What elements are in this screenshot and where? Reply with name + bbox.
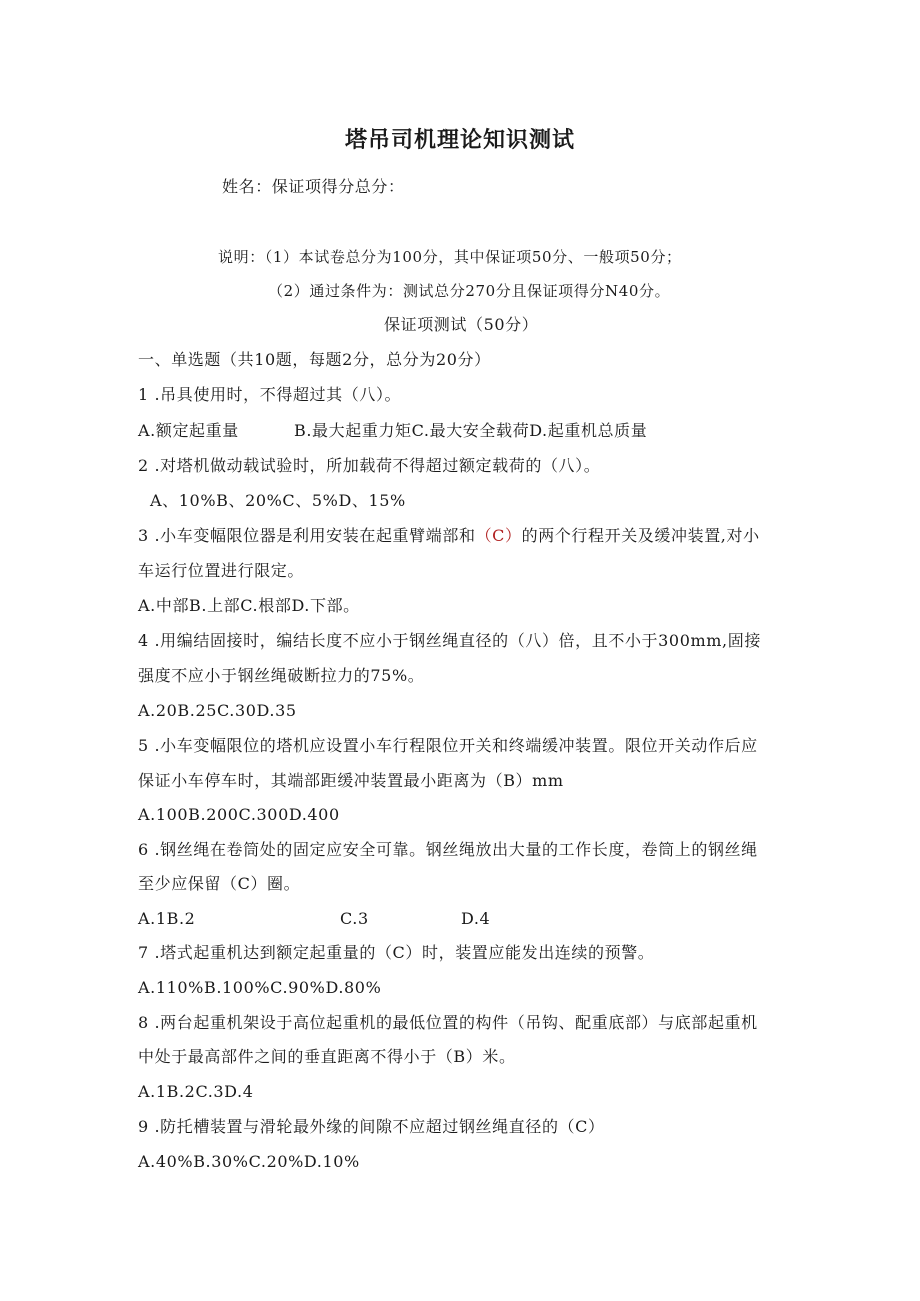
question-option: A.额定起重量 — [138, 421, 239, 440]
question-stem: 4 .用编结固接时，编结长度不应小于钢丝绳直径的（八）倍，且不小于300mm,固接 — [138, 631, 761, 650]
note-2: （2）通过条件为：测试总分270分且保证项得分N40分。 — [268, 282, 671, 300]
question-option: B.最大起重力矩C.最大安全载荷D.起重机总质量 — [294, 421, 648, 440]
stem-suffix: 的两个行程开关及缓冲装置,对小 — [521, 526, 760, 545]
question-option: A.40%B.30%C.20%D.10% — [138, 1152, 360, 1171]
question-stem-continued: 保证小车停车时，其端部距缓冲装置最小距离为（B）mm — [138, 771, 564, 790]
question-option: A.1B.2 — [138, 909, 196, 928]
section-title: 保证项测试（50分） — [384, 315, 539, 334]
part-heading: 一、单选题（共10题，每题2分，总分为20分） — [138, 350, 491, 369]
question-stem: 9 .防托槽装置与滑轮最外缘的间隙不应超过钢丝绳直径的（C） — [138, 1117, 605, 1136]
question-stem-continued: 至少应保留（C）圈。 — [138, 874, 301, 893]
name-score-line: 姓名：保证项得分总分： — [222, 177, 405, 196]
question-stem-continued: 强度不应小于钢丝绳破断拉力的75%。 — [138, 666, 425, 685]
question-option: A.110%B.100%C.90%D.80% — [138, 978, 382, 997]
question-stem-continued: 车运行位置进行限定。 — [138, 561, 305, 580]
question-stem: 2 .对塔机做动载试验时，所加载荷不得超过额定载荷的（八）。 — [138, 456, 601, 475]
question-option: C.3 — [340, 909, 369, 928]
note-1: 说明：（1）本试卷总分为100分，其中保证项50分、一般项50分； — [218, 248, 682, 266]
question-option: A.1B.2C.3D.4 — [138, 1082, 254, 1101]
answer-mark: （C） — [475, 526, 522, 545]
question-stem-continued: 中处于最高部件之间的垂直距离不得小于（B）米。 — [138, 1047, 516, 1066]
question-option: D.4 — [461, 909, 491, 928]
question-stem: 6 .钢丝绳在卷筒处的固定应安全可靠。钢丝绳放出大量的工作长度，卷筒上的钢丝绳 — [138, 840, 758, 859]
question-stem: 8 .两台起重机架设于高位起重机的最低位置的构件（吊钩、配重底部）与底部起重机 — [138, 1013, 758, 1032]
question-option: A、10%B、20%C、5%D、15% — [150, 491, 406, 510]
question-stem: 5 .小车变幅限位的塔机应设置小车行程限位开关和终端缓冲装置。限位开关动作后应 — [138, 736, 758, 755]
question-stem: 1 .吊具使用时，不得超过其（八）。 — [138, 385, 402, 404]
question-stem — [138, 526, 760, 546]
question-option: A.中部B.上部C.根部D.下部。 — [138, 596, 360, 615]
question-stem: 7 .塔式起重机达到额定起重量的（C）时，装置应能发出连续的预警。 — [138, 943, 655, 962]
page-title: 塔吊司机理论知识测试 — [344, 127, 575, 153]
question-option: A.100B.200C.300D.400 — [138, 805, 340, 824]
question-option: A.20B.25C.30D.35 — [138, 701, 297, 720]
stem-prefix: 3 .小车变幅限位器是利用安装在起重臂端部和 — [138, 526, 476, 545]
